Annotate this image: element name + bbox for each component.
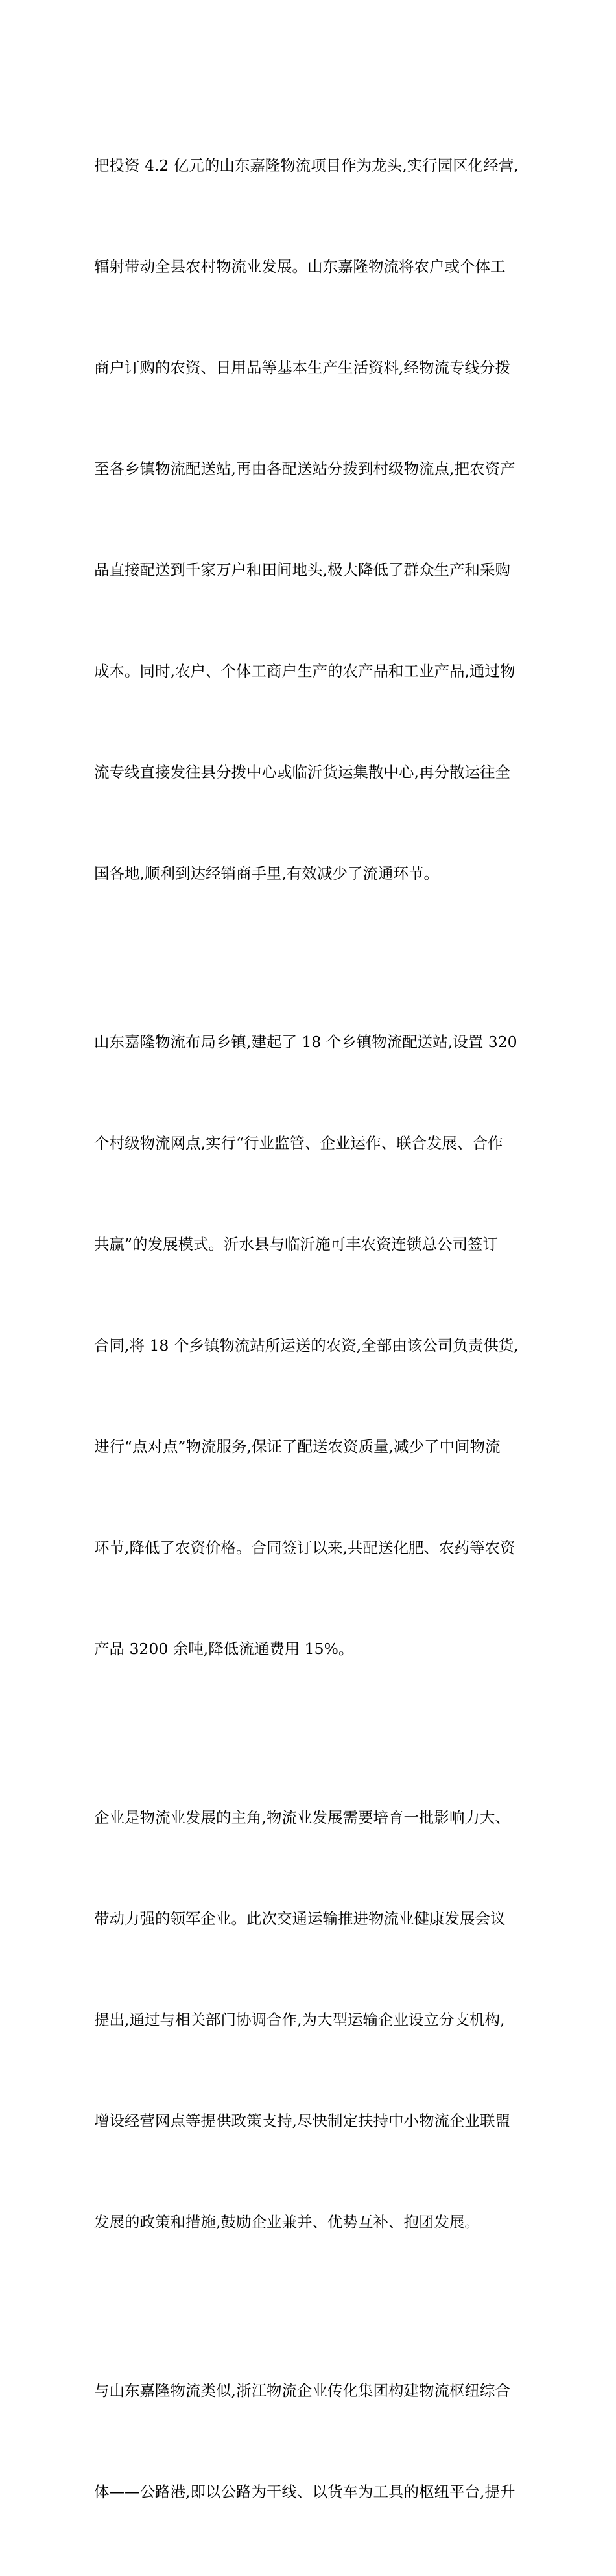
text-line: 体——公路港,即以公路为干线、以货车为工具的枢纽平台,提升	[94, 2483, 515, 2501]
text-line: 辐射带动全县农村物流业发展。山东嘉隆物流将农户或个体工	[94, 257, 506, 276]
text-line: 个村级物流网点,实行“行业监管、企业运作、联合发展、合作	[94, 1134, 503, 1152]
text-line: 合同,将 18 个乡镇物流站所运送的农资,全部由该公司负责供货,	[94, 1336, 519, 1354]
document-body	[94, 81, 525, 2576]
text-line: 企业是物流业发展的主角,物流业发展需要培育一批影响力大、	[94, 1808, 510, 1826]
text-line: 共赢”的发展模式。沂水县与临沂施可丰农资连锁总公司签订	[94, 1235, 499, 1253]
text-line: 环节,降低了农资价格。合同签订以来,共配送化肥、农药等农资	[94, 1539, 515, 1557]
paragraph-2	[94, 958, 525, 1733]
text-line: 提出,通过与相关部门协调合作,为大型运输企业设立分支机构,	[94, 2011, 505, 2029]
text-line: 带动力强的领军企业。此次交通运输推进物流业健康发展会议	[94, 1909, 506, 1928]
paragraph-1	[94, 81, 525, 958]
text-line: 成本。同时,农户、个体工商户生产的农产品和工业产品,通过物	[94, 662, 515, 680]
text-line: 至各乡镇物流配送站,再由各配送站分拨到村级物流点,把农资产	[94, 460, 515, 478]
text-line: 进行“点对点”物流服务,保证了配送农资质量,减少了中间物流	[94, 1437, 501, 1456]
text-line: 国各地,顺利到达经销商手里,有效减少了流通环节。	[94, 864, 439, 882]
text-line: 流专线直接发往县分拨中心或临沂货运集散中心,再分散运往全	[94, 763, 510, 781]
text-line: 发展的政策和措施,鼓励企业兼并、优势互补、抱团发展。	[94, 2213, 480, 2231]
paragraph-4	[94, 2306, 525, 2576]
text-line: 产品 3200 余吨,降低流通费用 15%。	[94, 1640, 354, 1658]
text-line: 商户订购的农资、日用品等基本生产生活资料,经物流专线分拨	[94, 359, 510, 377]
text-line: 品直接配送到千家万户和田间地头,极大降低了群众生产和采购	[94, 561, 510, 579]
paragraph-3	[94, 1733, 525, 2306]
text-line: 把投资 4.2 亿元的山东嘉隆物流项目作为龙头,实行园区化经营,	[94, 156, 519, 174]
text-line: 山东嘉隆物流布局乡镇,建起了 18 个乡镇物流配送站,设置 320	[94, 1033, 517, 1051]
text-line: 与山东嘉隆物流类似,浙江物流企业传化集团构建物流枢纽综合	[94, 2381, 510, 2400]
text-line: 增设经营网点等提供政策支持,尽快制定扶持中小物流企业联盟	[94, 2112, 510, 2130]
